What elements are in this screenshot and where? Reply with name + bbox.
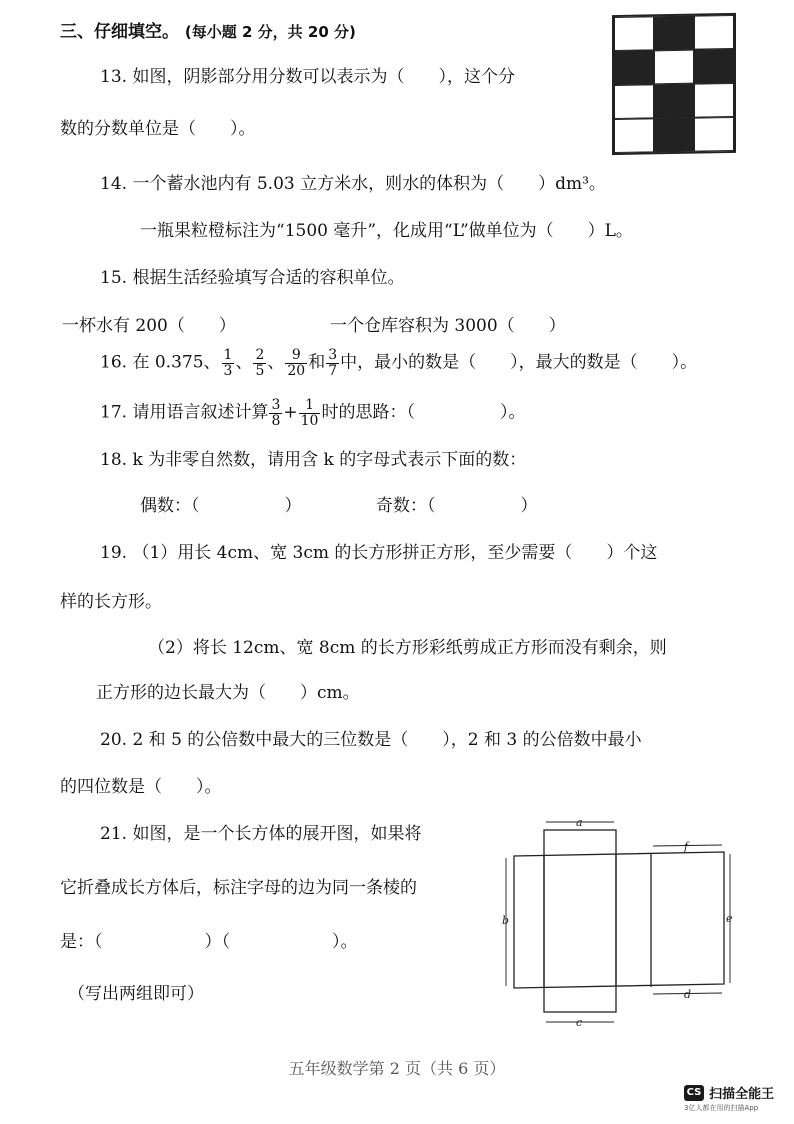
section-header xyxy=(60,24,356,41)
q14-line2: 一瓶果粒橙标注为“1500 毫升”，化成用“L”做单位为（ ）L。 xyxy=(140,221,633,241)
q21-line3: 是：（ ）（ ）。 xyxy=(60,932,358,952)
q16-line xyxy=(100,348,697,378)
q16-fraction-3 xyxy=(285,348,307,378)
q16-prefix: 16. 在 0.375、 xyxy=(100,352,221,373)
q18-even: 偶数：（ ） xyxy=(140,496,302,516)
q18-line1: 18. k 为非零自然数，请用含 k 的字母式表示下面的数： xyxy=(100,450,527,470)
q21-line4: （写出两组即可） xyxy=(68,984,204,1004)
q19-line3: （2）将长 12cm、宽 8cm 的长方形彩纸剪成正方形而没有剩余，则 xyxy=(148,638,667,658)
q16-f3-denominator: 20 xyxy=(287,362,306,379)
label-e: e xyxy=(726,912,733,925)
label-b: b xyxy=(502,914,510,927)
grid-cell xyxy=(694,117,734,152)
label-f: f xyxy=(684,840,689,853)
net-horizontal-band xyxy=(514,852,724,988)
q17-line xyxy=(100,398,525,428)
q16-sep3: 和 xyxy=(308,352,326,373)
grid-cell xyxy=(614,16,654,51)
q16-sep1: 、 xyxy=(235,352,253,373)
q21-line1: 21. 如图，是一个长方体的展开图，如果将 xyxy=(100,824,422,844)
q17-plus: + xyxy=(283,402,298,423)
q17-suffix: 时的思路：（ ）。 xyxy=(321,402,526,423)
section-points: (每小题 2 分，共 20 分) xyxy=(184,23,356,41)
grid-cell xyxy=(654,50,694,85)
q16-fraction-2 xyxy=(253,348,266,378)
cuboid-net-diagram xyxy=(496,812,736,1034)
q18-odd: 奇数：（ ） xyxy=(376,496,538,516)
grid-cell xyxy=(614,118,654,153)
q17-fraction-1 xyxy=(269,398,282,428)
q15-line1: 15. 根据生活经验填写合适的容积单位。 xyxy=(100,268,405,288)
scanner-app-name: 扫描全能王 xyxy=(709,1087,775,1102)
shaded-grid-figure xyxy=(612,13,736,155)
q19-line4: 正方形的边长最大为（ ）cm。 xyxy=(96,683,360,703)
grid-cell-shaded xyxy=(694,49,734,84)
q16-fraction-4 xyxy=(326,348,339,378)
scanner-watermark xyxy=(684,1082,775,1112)
q21-line2: 它折叠成长方体后，标注字母的边为同一条棱的 xyxy=(60,878,417,898)
q14-line1: 14. 一个蓄水池内有 5.03 立方米水，则水的体积为（ ）dm³。 xyxy=(100,174,606,194)
label-c: c xyxy=(576,1016,583,1029)
q13-line2: 数的分数单位是（ ）。 xyxy=(60,119,256,139)
q15-part2: 一个仓库容积为 3000（ ） xyxy=(330,316,566,336)
net-center-column xyxy=(544,830,616,1012)
grid-cell xyxy=(614,84,654,119)
label-d: d xyxy=(684,988,692,1001)
scanner-logo-icon: CS xyxy=(684,1085,704,1101)
grid-cell-shaded xyxy=(654,84,694,119)
q13-line1: 13. 如图，阴影部分用分数可以表示为（ ），这个分 xyxy=(100,67,515,87)
q16-sep2: 、 xyxy=(267,352,285,373)
label-a: a xyxy=(576,816,583,829)
q17-fraction-2 xyxy=(299,398,321,428)
q19-line2: 样的长方形。 xyxy=(60,592,162,612)
grid-cell-shaded xyxy=(614,50,654,85)
q17-prefix: 17. 请用语言叙述计算 xyxy=(100,402,269,423)
q20-line2: 的四位数是（ ）。 xyxy=(60,777,222,797)
q19-line1: 19. （1）用长 4cm、宽 3cm 的长方形拼正方形，至少需要（ ）个这 xyxy=(100,543,658,563)
scanner-tagline: 3亿人都在用的扫描App xyxy=(684,1104,759,1112)
q16-f1-numerator: 1 xyxy=(223,347,233,363)
q16-f2-denominator: 5 xyxy=(255,362,265,379)
q16-f4-numerator: 3 xyxy=(328,347,338,363)
q17-f1-denominator: 8 xyxy=(271,412,281,429)
grid-cell-shaded xyxy=(654,16,694,51)
q15-part1: 一杯水有 200（ ） xyxy=(62,316,236,336)
q16-f4-denominator: 7 xyxy=(328,362,338,379)
q16-f3-numerator: 9 xyxy=(285,348,307,364)
q16-fraction-1 xyxy=(222,348,235,378)
q17-f2-numerator: 1 xyxy=(299,398,321,414)
q16-f2-numerator: 2 xyxy=(255,347,265,363)
q16-suffix: 中，最小的数是（ ），最大的数是（ ）。 xyxy=(340,352,698,373)
page-footer: 五年级数学第 2 页（共 6 页） xyxy=(288,1059,506,1078)
q17-f2-denominator: 10 xyxy=(300,412,319,429)
section-title: 三、仔细填空。 xyxy=(60,22,179,42)
grid-cell xyxy=(694,83,734,118)
q16-f1-denominator: 3 xyxy=(223,362,233,379)
grid-cell xyxy=(694,15,734,50)
q20-line1: 20. 2 和 5 的公倍数中最大的三位数是（ ），2 和 3 的公倍数中最小 xyxy=(100,730,642,750)
q17-f1-numerator: 3 xyxy=(271,397,281,413)
grid-cell-shaded xyxy=(654,118,694,153)
